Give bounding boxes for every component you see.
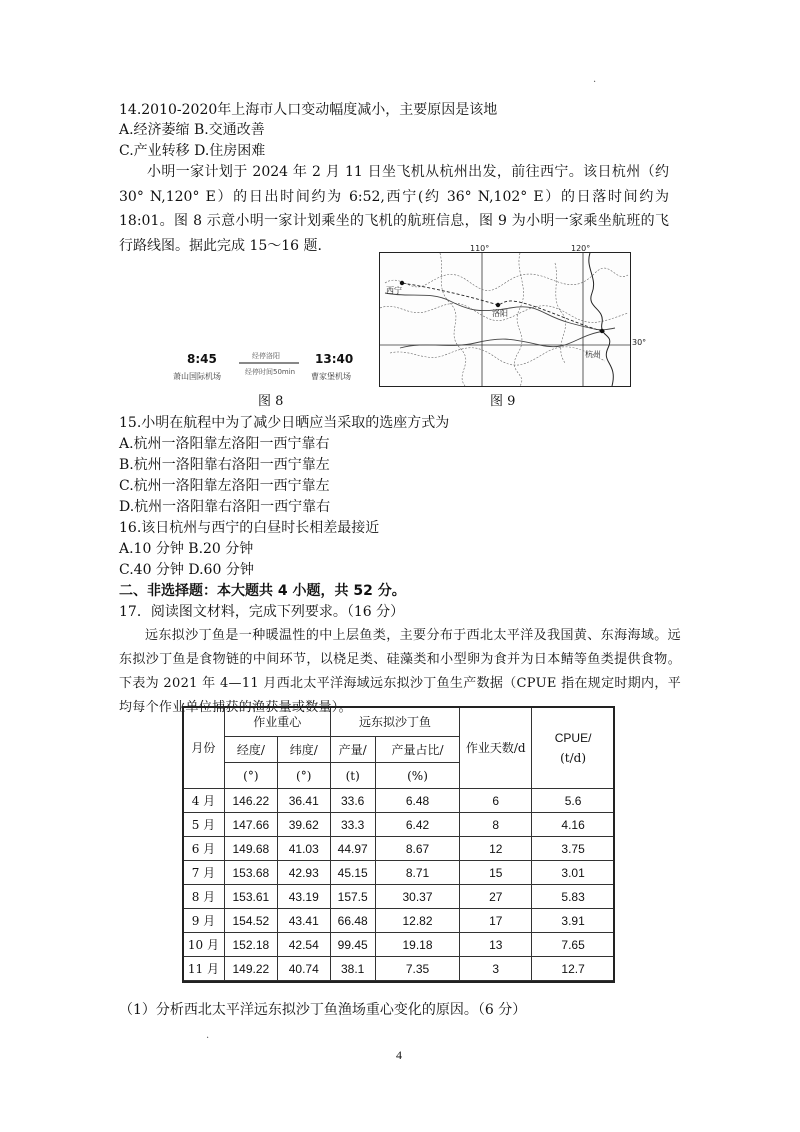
table-cell: 4 月 [183,789,225,813]
arrive-time: 13:40 [315,352,354,366]
depart-time: 8:45 [187,352,217,366]
label-lon-120: 120° [571,244,591,253]
table-cell: 8 [460,813,532,837]
label-xining: 西宁 [386,286,402,295]
q15-option-b: B.杭州一洛阳靠右洛阳一西宁靠左 [119,457,330,473]
table-cell: 6 月 [183,837,225,861]
table-cell: 4.16 [532,813,615,837]
q14-stem: 14.2010-2020年上海市人口变动幅度减小，主要原因是该地 [119,102,498,118]
intro-15-16: 小明一家计划于 2024 年 2 月 11 日坐飞机从杭州出发，前往西宁。该日杭州（约 30° N,120° E）的日出时间约为 6:52,西宁(约 36° N,102° E）的日落时间约为 18:01。图 8 示意小明一家计划乘坐的飞机的航班信息，图 9 为小明一家乘坐航班的飞行路线图。据此完成 15～16 题. [119,164,669,254]
q17-sub1: （1）分析西北太平洋远东拟沙丁鱼渔场重心变化的原因。（6 分） [119,1002,527,1018]
table-cell: 147.66 [224,813,277,837]
table-cell: 42.54 [277,933,330,957]
table-cell: 3.01 [532,861,615,885]
table-cell: 3.91 [532,909,615,933]
table-cell: 17 [460,909,532,933]
table-cell: 5.6 [532,789,615,813]
table-cell: 149.68 [224,837,277,861]
header-cpue-label: CPUE/ [554,730,592,745]
table-row [183,789,615,813]
table-cell: 12.7 [532,957,615,981]
header-lat: 纬度/ [277,737,330,763]
table-row [183,885,615,909]
table-cell: 12 [460,837,532,861]
table-cell: 43.41 [277,909,330,933]
table-cell: 154.52 [224,909,277,933]
city-hangzhou-dot [600,329,604,333]
header-fish: 远东拟沙丁鱼 [330,707,460,737]
header-days: 作业天数/d [460,707,532,789]
q16-options-ab: A.10 分钟 B.20 分钟 [119,541,254,557]
route-luoyang-xining [402,283,498,305]
table-cell: 40.74 [277,957,330,981]
q15-option-c: C.杭州一洛阳靠左洛阳一西宁靠左 [119,478,330,494]
table-cell: 6.48 [375,789,460,813]
q14-options-cd: C.产业转移 D.住房困难 [119,143,266,159]
table-cell: 7.35 [375,957,460,981]
label-lon-110: 110° [470,244,490,253]
label-lat-30: 30° [632,338,647,347]
table-cell: 41.03 [277,837,330,861]
arrive-airport: 曹家堡机场 [311,372,351,381]
table-cell: 5 月 [183,813,225,837]
stray-dot: . [593,74,597,85]
table-cell: 27 [460,885,532,909]
fig9-caption: 图 9 [490,394,516,409]
table-cell: 12.82 [375,909,460,933]
q16-stem: 16.该日杭州与西宁的白昼时长相差最接近 [119,520,380,536]
label-hangzhou: 杭州 [585,350,601,359]
table-row [183,909,615,933]
table-cell: 33.3 [330,813,375,837]
table-cell: 152.18 [224,933,277,957]
table-body [183,789,615,981]
header-lon: 经度/ [224,737,277,763]
city-luoyang-dot [496,303,500,307]
q17-stem: 17．阅读图文材料，完成下列要求。（16 分） [119,604,405,620]
label-luoyang: 洛阳 [492,309,508,318]
flight-info-figure [170,350,360,390]
table-row [183,861,615,885]
section-2-heading: 二、非选择题：本大题共 4 小题，共 52 分。 [119,583,406,599]
table-row [183,837,615,861]
header-share: 产量占比/ [375,737,460,763]
stray-dot-2: . [206,1030,210,1041]
table-cell: 11 月 [183,957,225,981]
depart-airport: 萧山国际机场 [173,372,221,381]
q15-option-a: A.杭州一洛阳靠左洛阳一西宁靠右 [119,436,330,452]
table-cell: 33.6 [330,789,375,813]
stopover-label: 经停洛阳 [252,352,280,360]
table-cell: 66.48 [330,909,375,933]
header-cpue-unit: (t/d) [560,750,587,765]
table-row [183,933,615,957]
table-cell: 3.75 [532,837,615,861]
table-cell: 8.71 [375,861,460,885]
table-cell: 13 [460,933,532,957]
table-cell: 7.65 [532,933,615,957]
table-row [183,813,615,837]
header-lon-unit: (°) [224,763,277,789]
table-cell: 149.22 [224,957,277,981]
table-cell: 8.67 [375,837,460,861]
table-cell: 36.41 [277,789,330,813]
table-cell: 5.83 [532,885,615,909]
table-cell: 43.19 [277,885,330,909]
table-cell: 10 月 [183,933,225,957]
header-share-unit: (%) [375,763,460,789]
flight-route-map [379,252,631,387]
fig8-caption: 图 8 [258,394,284,409]
q16-options-cd: C.40 分钟 D.60 分钟 [119,562,254,578]
table-cell: 8 月 [183,885,225,909]
table-cell: 153.68 [224,861,277,885]
table-cell: 157.5 [330,885,375,909]
table-cell: 42.93 [277,861,330,885]
table-cell: 9 月 [183,909,225,933]
page-number: 4 [396,1048,402,1062]
table-cell: 6 [460,789,532,813]
header-month: 月份 [183,707,225,789]
q15-stem: 15.小明在航程中为了减少日晒应当采取的选座方式为 [119,415,450,431]
header-yield: 产量/ [330,737,375,763]
table-cell: 39.62 [277,813,330,837]
table-cell: 15 [460,861,532,885]
q15-option-d: D.杭州一洛阳靠右洛阳一西宁靠右 [119,499,331,515]
header-yield-unit: (t) [330,763,375,789]
table-cell: 3 [460,957,532,981]
table-cell: 99.45 [330,933,375,957]
table-row [183,957,615,981]
stopover-duration: 经停时间50min [245,368,296,376]
header-center: 作业重心 [224,707,330,737]
table-cell: 146.22 [224,789,277,813]
table-cell: 38.1 [330,957,375,981]
q17-material: 远东拟沙丁鱼是一种暖温性的中上层鱼类，主要分布于西北太平洋及我国黄、东海海域。远东拟沙丁鱼是食物链的中间环节，以桡足类、硅藻类和小型卵为食并为日本鲭等鱼类提供食物。下表为 2021 年 4—11 月西北太平洋海域远东拟沙丁鱼生产数据（CPUE 指在规定时期内，平均每个作业单位捕获的渔获量或数量）。 [119,628,681,715]
route-map-svg [380,253,630,386]
table-cell: 44.97 [330,837,375,861]
header-lat-unit: (°) [277,763,330,789]
header-cpue [532,707,615,789]
table-cell: 7 月 [183,861,225,885]
sardine-data-table [182,706,615,981]
table-cell: 45.15 [330,861,375,885]
table-cell: 153.61 [224,885,277,909]
q14-options-ab: A.经济萎缩 B.交通改善 [119,122,265,138]
table-cell: 6.42 [375,813,460,837]
table-cell: 19.18 [375,933,460,957]
table-cell: 30.37 [375,885,460,909]
route-line [239,362,299,364]
